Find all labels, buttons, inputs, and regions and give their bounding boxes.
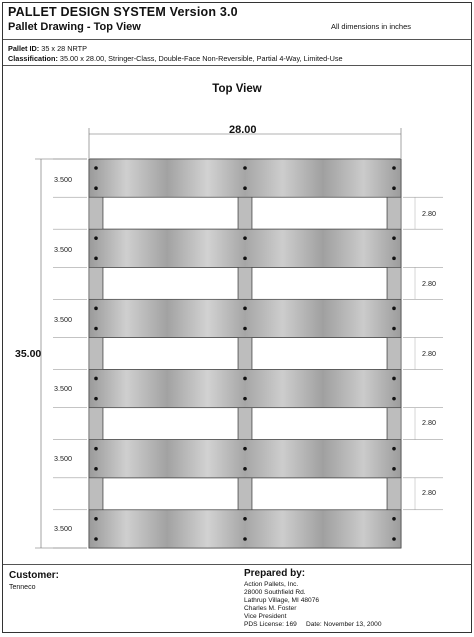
date-label: Date: bbox=[305, 621, 322, 628]
stringer bbox=[387, 159, 401, 548]
classification-value: 35.00 x 28.00, Stringer-Class, Double-Face Non-Reversible, Partial 4-Way, Limited-Use bbox=[59, 54, 343, 63]
deck-board bbox=[89, 510, 401, 548]
deck-board-dimension: 3.500 bbox=[54, 175, 72, 184]
footer-divider bbox=[3, 564, 471, 565]
prepared-by-line: Vice President bbox=[244, 613, 287, 620]
deck-board bbox=[89, 440, 401, 478]
drawing-subtitle: Pallet Drawing - Top View bbox=[8, 21, 141, 33]
nail-mark bbox=[392, 397, 396, 401]
stringer bbox=[238, 159, 252, 548]
nail-mark bbox=[94, 537, 98, 541]
nail-mark bbox=[392, 257, 396, 261]
stringer bbox=[89, 159, 103, 548]
nail-mark bbox=[243, 377, 247, 381]
nail-mark bbox=[392, 307, 396, 311]
gap-dimension: 2.80 bbox=[422, 279, 436, 288]
nail-mark bbox=[94, 186, 98, 190]
deck-opening bbox=[103, 197, 238, 229]
deck-board bbox=[89, 299, 401, 337]
nail-mark bbox=[392, 236, 396, 240]
customer-name: Tenneco bbox=[9, 584, 36, 591]
deck-opening bbox=[252, 408, 387, 440]
nail-mark bbox=[392, 377, 396, 381]
nail-mark bbox=[243, 166, 247, 170]
prepared-by-line: 28000 Southfield Rd. bbox=[244, 589, 306, 596]
gap-dimension: 2.80 bbox=[422, 209, 436, 218]
nail-mark bbox=[392, 186, 396, 190]
nail-mark bbox=[94, 236, 98, 240]
date-value: November 13, 2000 bbox=[323, 621, 382, 628]
deck-opening bbox=[103, 338, 238, 370]
prepared-by-line: Lathrup Village, MI 48076 bbox=[244, 597, 320, 604]
nail-mark bbox=[243, 397, 247, 401]
deck-board-dimension: 3.500 bbox=[54, 384, 72, 393]
nail-mark bbox=[243, 186, 247, 190]
deck-opening bbox=[252, 197, 387, 229]
prepared-by-line: Action Pallets, Inc. bbox=[244, 581, 299, 588]
prepared-by-label: Prepared by: bbox=[244, 568, 306, 579]
nail-mark bbox=[243, 447, 247, 451]
nail-mark bbox=[243, 537, 247, 541]
deck-board bbox=[89, 159, 401, 197]
gap-dimension: 2.80 bbox=[422, 418, 436, 427]
nail-mark bbox=[94, 517, 98, 521]
deck-opening bbox=[103, 267, 238, 299]
nail-mark bbox=[392, 447, 396, 451]
app-title: PALLET DESIGN SYSTEM Version 3.0 bbox=[8, 5, 238, 19]
nail-mark bbox=[243, 467, 247, 471]
pds-license-label: PDS License: bbox=[244, 621, 284, 628]
deck-board bbox=[89, 229, 401, 267]
nail-mark bbox=[94, 327, 98, 331]
deck-opening bbox=[103, 408, 238, 440]
nail-mark bbox=[243, 307, 247, 311]
nail-mark bbox=[94, 447, 98, 451]
overall-length-label: 35.00 bbox=[15, 348, 42, 360]
deck-opening bbox=[103, 478, 238, 510]
pds-license-value: 169 bbox=[285, 621, 297, 628]
deck-board-dimension: 3.500 bbox=[54, 524, 72, 533]
nail-mark bbox=[392, 166, 396, 170]
view-title: Top View bbox=[212, 83, 262, 95]
pallet-top-view bbox=[89, 159, 401, 548]
pallet-drawing bbox=[3, 3, 473, 563]
prepared-by-line: Charles M. Foster bbox=[244, 605, 297, 612]
deck-board-dimension: 3.500 bbox=[54, 315, 72, 324]
deck-board-dimension: 3.500 bbox=[54, 454, 72, 463]
nail-mark bbox=[94, 397, 98, 401]
pallet-id-value: 35 x 28 NRTP bbox=[41, 44, 87, 53]
gap-dimension: 2.80 bbox=[422, 488, 436, 497]
nail-mark bbox=[243, 236, 247, 240]
nail-mark bbox=[243, 327, 247, 331]
nail-mark bbox=[94, 467, 98, 471]
nail-mark bbox=[94, 257, 98, 261]
deck-opening bbox=[252, 478, 387, 510]
overall-width-label: 28.00 bbox=[229, 124, 257, 136]
nail-mark bbox=[392, 537, 396, 541]
pallet-id-label: Pallet ID: bbox=[8, 44, 40, 53]
nail-mark bbox=[243, 257, 247, 261]
nail-mark bbox=[94, 377, 98, 381]
deck-board bbox=[89, 369, 401, 407]
nail-mark bbox=[94, 307, 98, 311]
nail-mark bbox=[392, 467, 396, 471]
customer-label: Customer: bbox=[9, 570, 60, 581]
deck-opening bbox=[252, 338, 387, 370]
nail-mark bbox=[392, 327, 396, 331]
drawing-page bbox=[2, 2, 472, 633]
nail-mark bbox=[392, 517, 396, 521]
nail-mark bbox=[94, 166, 98, 170]
nail-mark bbox=[243, 517, 247, 521]
deck-opening bbox=[252, 267, 387, 299]
units-note: All dimensions in inches bbox=[330, 22, 411, 31]
deck-board-dimension: 3.500 bbox=[54, 245, 72, 254]
license-date-line bbox=[244, 621, 382, 628]
classification-label: Classification: bbox=[8, 54, 58, 63]
gap-dimension: 2.80 bbox=[422, 349, 436, 358]
